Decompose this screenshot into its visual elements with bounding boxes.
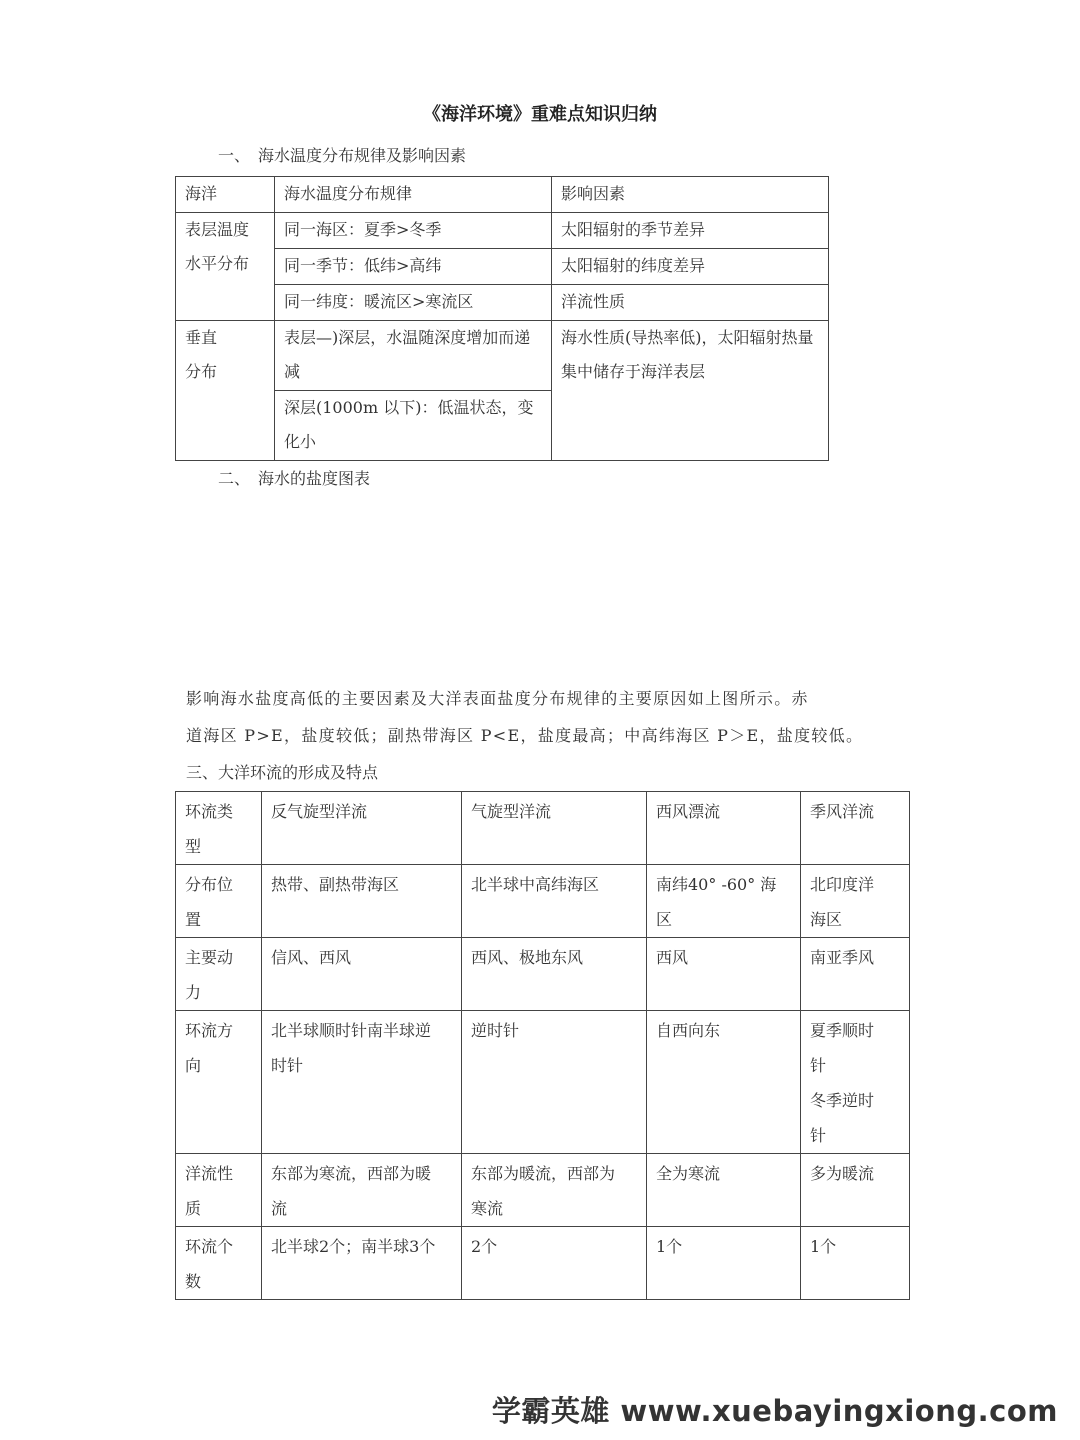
table-cell: 环流个 数 <box>176 1227 262 1300</box>
table-cell: 东部为暖流，西部为 寒流 <box>462 1154 647 1227</box>
table-cell: 主要动 力 <box>176 938 262 1011</box>
table-cell: 同一海区：夏季>冬季 <box>275 213 552 249</box>
table-row <box>176 1154 910 1227</box>
table-cell: 太阳辐射的纬度差异 <box>552 249 829 285</box>
table-cell: 洋流性质 <box>552 285 829 321</box>
section-text: 海水温度分布规律及影响因素 <box>258 146 467 165</box>
table-cell: 热带、副热带海区 <box>262 865 462 938</box>
table-row <box>176 1011 910 1154</box>
salinity-paragraph <box>186 680 902 754</box>
row-label-surface: 表层温度 水平分布 <box>176 213 275 321</box>
table-cell: 全为寒流 <box>647 1154 801 1227</box>
table-cell: 2个 <box>462 1227 647 1300</box>
table-cell: 分布位 置 <box>176 865 262 938</box>
paragraph-line: 道海区 P>E，盐度较低；副热带海区 P<E，盐度最高；中高纬海区 P＞E，盐度较低。 <box>186 726 864 745</box>
table-cell: 洋流性 质 <box>176 1154 262 1227</box>
table-cell: 南纬40° -60° 海 区 <box>647 865 801 938</box>
table-cell: 北印度洋 海区 <box>801 865 910 938</box>
table-row <box>176 865 910 938</box>
table-cell: 东部为寒流，西部为暖 流 <box>262 1154 462 1227</box>
ocean-circulation-table <box>175 791 910 1300</box>
table-header-cell: 西风漂流 <box>647 792 801 865</box>
table-cell: 1个 <box>801 1227 910 1300</box>
table-cell: 同一季节：低纬>高纬 <box>275 249 552 285</box>
paragraph-line: 影响海水盐度高低的主要因素及大洋表面盐度分布规律的主要原因如上图所示。赤 <box>186 689 809 708</box>
section-number: 一、 <box>218 146 251 165</box>
table-cell: 1个 <box>647 1227 801 1300</box>
table-cell: 多为暖流 <box>801 1154 910 1227</box>
table-cell: 逆时针 <box>462 1011 647 1154</box>
table-cell: 北半球顺时针南半球逆 时针 <box>262 1011 462 1154</box>
table-header-cell: 环流类 型 <box>176 792 262 865</box>
temperature-table <box>175 176 829 461</box>
table-cell: 北半球中高纬海区 <box>462 865 647 938</box>
page-title: 《海洋环境》重难点知识归纳 <box>423 104 657 125</box>
table-row <box>176 938 910 1011</box>
table-cell: 西风、极地东风 <box>462 938 647 1011</box>
site-watermark: 学霸英雄 www.xuebayingxiong.com <box>491 1394 1058 1428</box>
table-cell: 同一纬度：暖流区>寒流区 <box>275 285 552 321</box>
table-header-cell: 季风洋流 <box>801 792 910 865</box>
table-cell: 信风、西风 <box>262 938 462 1011</box>
table-header-cell: 海洋 <box>176 177 275 213</box>
table-cell: 自西向东 <box>647 1011 801 1154</box>
table-cell: 环流方 向 <box>176 1011 262 1154</box>
section-heading-1 <box>218 143 466 166</box>
section-heading-3: 三、大洋环流的形成及特点 <box>186 763 379 782</box>
table-cell: 太阳辐射的季节差异 <box>552 213 829 249</box>
table-cell: 海水性质(导热率低)，太阳辐射热量集中储存于海洋表层 <box>552 321 829 461</box>
table-cell: 南亚季风 <box>801 938 910 1011</box>
table-row <box>176 1227 910 1300</box>
table-cell: 北半球2个；南半球3个 <box>262 1227 462 1300</box>
table-cell: 夏季顺时 针 冬季逆时 针 <box>801 1011 910 1154</box>
section-number: 二、 <box>218 469 251 488</box>
table-header-cell: 反气旋型洋流 <box>262 792 462 865</box>
table-header-cell: 气旋型洋流 <box>462 792 647 865</box>
row-label-vertical: 垂直 分布 <box>176 321 275 461</box>
table-header-cell: 影响因素 <box>552 177 829 213</box>
section-text: 海水的盐度图表 <box>258 469 371 488</box>
table-header-cell: 海水温度分布规律 <box>275 177 552 213</box>
table-cell: 深层(1000m 以下)：低温状态，变化小 <box>275 391 552 461</box>
table-cell: 表层—)深层，水温随深度增加而递减 <box>275 321 552 391</box>
table-cell: 西风 <box>647 938 801 1011</box>
section-heading-2 <box>218 466 370 489</box>
